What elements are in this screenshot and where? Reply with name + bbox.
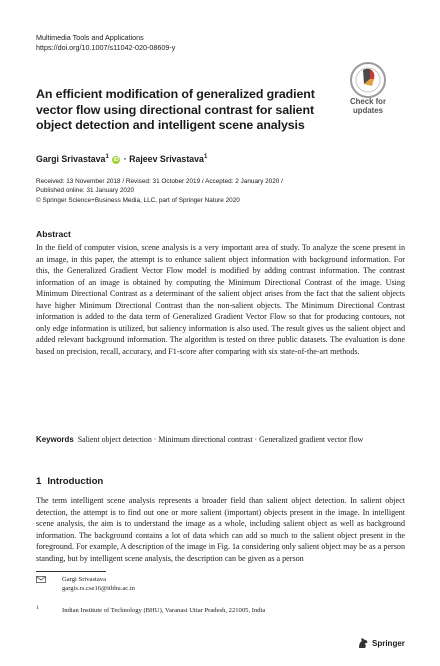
copyright-line: © Springer Science+Business Media, LLC, part of Springer Nature 2020 — [36, 197, 240, 204]
published-online: Published online: 31 January 2020 — [36, 187, 135, 194]
springer-horse-icon — [357, 637, 369, 649]
section-title: Introduction — [47, 476, 104, 487]
check-for-updates-badge[interactable] — [340, 62, 396, 122]
springer-logo — [357, 637, 405, 649]
article-history: Received: 13 November 2018 / Revised: 31 October 2019 / Accepted: 2 January 2020 / — [36, 178, 283, 185]
abstract-heading: Abstract — [36, 229, 71, 239]
introduction-body: The term intelligent scene analysis represents a broader field than salient object detection. In salient object detection, the attempt is to find out one or more salient (important) objects present in the image. In intelligent scene analysis, the aim is to understand the image as a whole, including salient object as well as background information. The background contains a lot of data which can add so much to the salient object present in the foreground. For example, A description of the image in Fig. 1a considering only salient object may be as a person standing, but by intelligent scene analysis, the description can be given as a person — [36, 496, 405, 563]
badge-line-2: updates — [353, 105, 383, 115]
keywords-label: Keywords — [36, 435, 74, 444]
orcid-icon[interactable]: iD — [113, 156, 119, 163]
author-2-affiliation: 1 — [203, 154, 208, 160]
doi-link[interactable]: https://doi.org/10.1007/s11042-020-08609-y — [36, 43, 176, 52]
footnote-divider — [36, 571, 106, 572]
corresponding-author-email[interactable]: gargis.rs.cse16@itbhu.ac.in — [62, 585, 135, 592]
check-updates-icon — [350, 62, 386, 98]
affiliation-number: 1 — [36, 605, 39, 611]
keywords-text: Salient object detection · Minimum directional contrast · Generalized gradient vector flow — [77, 435, 364, 444]
author-1[interactable]: Gargi Srivastava — [36, 153, 106, 164]
publisher-name: Springer — [372, 638, 405, 648]
corresponding-author-name: Gargi Srivastava — [62, 576, 107, 583]
author-list — [36, 152, 207, 165]
author-separator: · — [123, 153, 127, 164]
author-2[interactable]: Rajeev Srivastava — [129, 153, 204, 164]
author-1-affiliation: 1 — [105, 154, 109, 160]
abstract-body: In the field of computer vision, scene analysis is a very important area of study. To analyze the scene present in an image, in this paper, the attempt is to enhance salient object information with background information. For this, the Generalized Gradient Vector Flow model is modified by adding contrast information. The contrast information of an image is obtained by computing the Minimum Directional Contrast of the image. Using Minimum Directional Contrast as a determinant of the salient object arises from the fact that the salient objects have higher Minimum Directional Contrast than the non-salient objects. The Minimum Directional Contrast information is added to the data term of Generalized Gradient Vector Flow so that for producing contours, not only edge information is utilized, but saliency information is also used. The result gives us the salient object and added relevant background information. The algorithm is tested on three public datasets. The evaluation is done based on precision, recall, accuracy, and F1-score after comparing with six state-of-the-art methods. — [36, 243, 405, 356]
section-number: 1 — [36, 476, 42, 487]
journal-name: Multimedia Tools and Applications — [36, 33, 144, 42]
paper-title: An efficient modification of generalized gradient vector flow using directional contrast for salient object detection and intelligent scene analysis — [36, 87, 315, 132]
keywords — [36, 434, 405, 445]
badge-line-1: Check for — [350, 97, 386, 106]
envelope-icon — [36, 576, 46, 583]
section-heading-introduction — [36, 476, 109, 487]
affiliation-text: Indian Institute of Technology (BHU), Varanasi Uttar Pradesh, 221005, India — [62, 607, 266, 614]
